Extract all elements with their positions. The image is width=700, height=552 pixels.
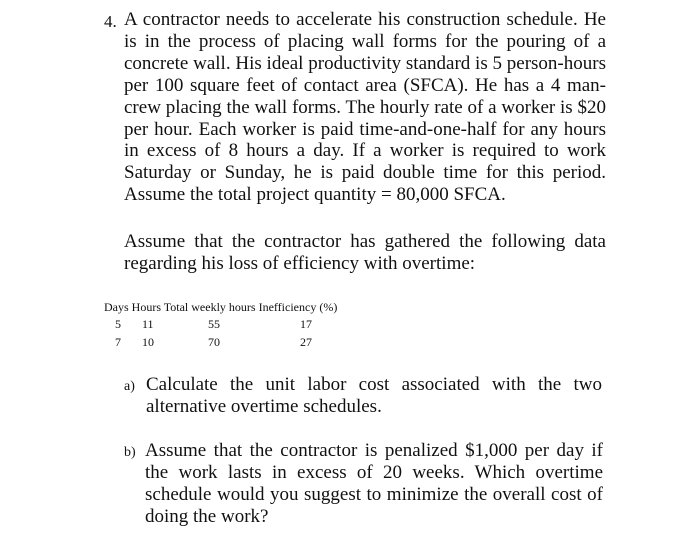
part-a-text: Calculate the unit labor cost associated with the two alternative overtime schedules.: [146, 374, 602, 417]
cell-hours: 10: [142, 335, 154, 349]
cell-inefficiency: 17: [300, 317, 312, 331]
part-a-label: a): [124, 379, 135, 394]
cell-total: 70: [208, 335, 220, 349]
part-b-label: b): [124, 445, 136, 460]
question-body: A contractor needs to accelerate his construction schedule. He is in the process of placing wall forms for the pouring of a concrete wall. His ideal productivity standard is 5 person-hours per 100 square feet of contact area (SFCA). He has a 4 man-crew placing the wall forms. The hourly rate of a worker is $20 per hour. Each worker is paid time-and-one-half for any hours in excess of 8 hours a day. If a worker is required to work Saturday or Sunday, he is paid double time for this period. Assume the total project quantity = 80,000 SFCA.: [124, 9, 606, 206]
cell-days: 5: [115, 317, 121, 331]
table-intro: Assume that the contractor has gathered the following data regarding his loss of efficiency with overtime:: [124, 231, 606, 274]
cell-hours: 11: [142, 317, 154, 331]
part-b-text: Assume that the contractor is penalized $1,000 per day if the work lasts in excess of 20 weeks. Which overtime schedule would you suggest to minimize the overall cost of doing the work?: [145, 440, 603, 527]
question-number: 4.: [104, 12, 117, 31]
cell-days: 7: [115, 335, 121, 349]
cell-total: 55: [208, 317, 220, 331]
cell-inefficiency: 27: [300, 335, 312, 349]
table-header: Days Hours Total weekly hours Inefficiency (%): [104, 300, 338, 314]
